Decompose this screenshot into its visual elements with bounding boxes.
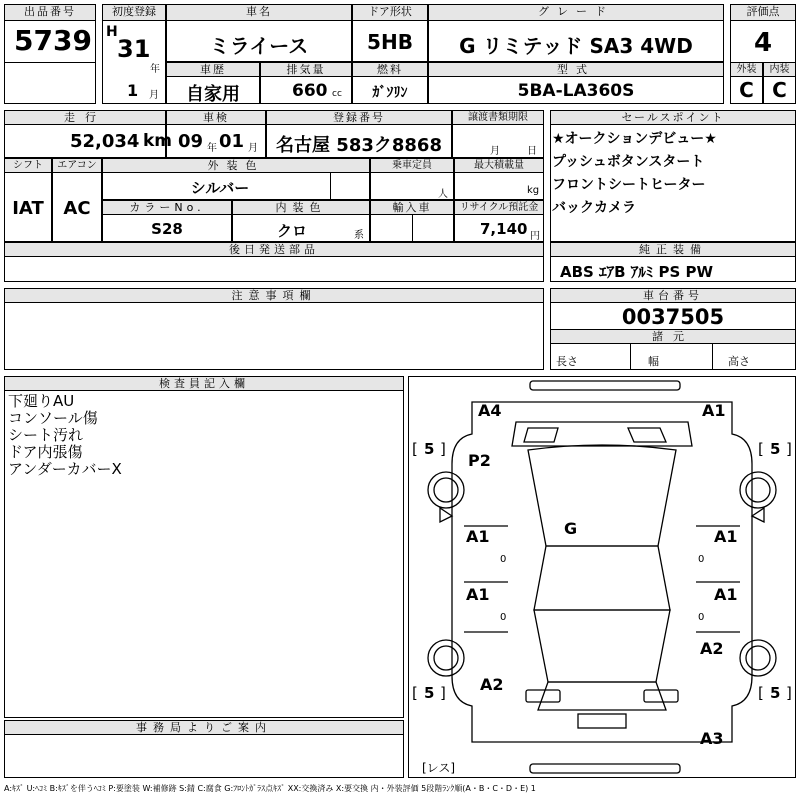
int-grade: C — [772, 78, 787, 102]
inspector-list — [8, 393, 122, 478]
inspector-note: アンダーカバーX — [8, 460, 122, 478]
tire-bracket-fr-open: [ — [758, 440, 764, 458]
ext-grade: C — [739, 78, 754, 102]
plate-label: 登録番号 — [266, 110, 452, 125]
color-no-label: カラーNo. — [102, 200, 232, 215]
lot-label: 出品番号 — [4, 4, 96, 21]
spec-div-2 — [712, 344, 713, 370]
damage-a2-rear-right: A2 — [700, 639, 724, 658]
color: シルバー — [190, 179, 250, 197]
caution-label: 注意事項欄 — [4, 288, 544, 303]
mileage-unit: km — [143, 131, 173, 151]
damage-g-windscreen: G — [564, 519, 578, 538]
plate: 名古屋 583ク8868 — [276, 135, 442, 156]
sales-points-title: セールスポイント — [550, 110, 796, 125]
door-zero-fr: 0 — [698, 554, 705, 565]
color-label: 外装色 — [102, 158, 370, 173]
equipment-text: ABS ｴｱB ｱﾙﾐ PS PW — [560, 263, 714, 281]
door-zero-rr: 0 — [698, 612, 705, 623]
ac: AC — [63, 198, 91, 219]
reg-year: 31 — [117, 35, 151, 63]
sales-point: プッシュボタンスタート — [552, 154, 705, 170]
spare-tire-less: [レス] — [422, 761, 456, 775]
mileage-label: 走行 — [4, 110, 166, 125]
damage-a2-rear-left: A2 — [480, 675, 504, 694]
load-unit: kg — [527, 185, 540, 196]
transfer-month: 月 — [490, 146, 500, 157]
tire-depth-rl: 5 — [424, 684, 435, 702]
tire-bracket-rl-close: ] — [440, 684, 446, 702]
color-no: S28 — [151, 220, 183, 238]
office-label: 事務局よりご案内 — [4, 720, 404, 735]
history: 自家用 — [186, 84, 240, 105]
color-divider — [330, 173, 331, 200]
spec-length: 長さ — [556, 355, 578, 368]
reg-era: H — [106, 24, 118, 40]
shift: IAT — [12, 198, 44, 219]
tire-depth-fl: 5 — [424, 440, 435, 458]
transfer-label: 譲渡書類期限 — [452, 110, 544, 125]
model-label: 型式 — [428, 62, 724, 77]
ext-label: 外装 — [730, 62, 763, 77]
legend: A:ｷｽﾞ U:ﾍｺﾐ B:ｷｽﾞを伴うﾍｺﾐ P:要塗装 W:補修跡 S:錆 C:腐食 G:ﾌﾛﾝﾄｶﾞﾗｽ点ｷｽﾞ XX:交換済み X:要交換 内・外装評価 5段階ﾗﾝｸ順(A・B・C・D・E) 1 — [4, 784, 536, 793]
door-type: 5HB — [367, 30, 413, 54]
car-outline-diagram — [408, 376, 796, 778]
damage-a1-front-right: A1 — [702, 401, 726, 420]
tire-bracket-fl-close: ] — [440, 440, 446, 458]
import-divider — [412, 215, 413, 242]
damage-a3-rear-bumper: A3 — [700, 729, 724, 748]
load-label: 最大積載量 — [454, 158, 544, 173]
int-label: 内装 — [763, 62, 796, 77]
inspection-year: 09 — [178, 131, 204, 152]
tire-bracket-rl-open: [ — [412, 684, 418, 702]
mileage: 52,034 — [70, 131, 140, 152]
inspection-label: 車検 — [166, 110, 266, 125]
import-label: 輸入車 — [370, 200, 454, 215]
inspector-note: 下廻りAU — [8, 392, 75, 410]
damage-a1-rear-left-door: A1 — [466, 585, 490, 604]
history-label: 車歴 — [166, 62, 260, 77]
reg-year-unit: 年 — [150, 64, 160, 75]
shift-label: シフト — [4, 158, 52, 173]
tire-depth-fr: 5 — [770, 440, 781, 458]
inspector-note: シート汚れ — [8, 426, 84, 444]
reg-month-unit: 月 — [149, 90, 159, 101]
damage-a1-front-left-door: A1 — [466, 527, 490, 546]
displacement-unit: cc — [332, 89, 342, 99]
sales-point: フロントシートヒーター — [552, 177, 706, 193]
displacement-label: 排気量 — [260, 62, 352, 77]
spec-label: 諸元 — [550, 329, 796, 344]
equipment-title: 純正装備 — [550, 242, 796, 257]
door-zero-fl: 0 — [500, 554, 507, 565]
grade: G リミテッド SA3 4WD — [459, 34, 693, 58]
reg-month: 1 — [127, 81, 139, 100]
door-zero-rl: 0 — [500, 612, 507, 623]
lot-divider — [4, 62, 96, 63]
spec-width: 幅 — [648, 355, 659, 368]
score: 4 — [753, 28, 773, 58]
recycle: 7,140 — [480, 220, 528, 238]
ac-label: エアコン — [52, 158, 102, 173]
tire-bracket-rr-open: [ — [758, 684, 764, 702]
displacement: 660 — [292, 81, 328, 101]
damage-a1-rear-right-door: A1 — [714, 585, 738, 604]
damage-a4-front-left: A4 — [478, 401, 502, 420]
score-label: 評価点 — [730, 4, 796, 21]
tire-bracket-fl-open: [ — [412, 440, 418, 458]
grade-label: グレード — [428, 4, 724, 21]
later-parts-label: 後日発送部品 — [4, 242, 544, 257]
damage-a1-front-right-door: A1 — [714, 527, 738, 546]
capacity-unit: 人 — [438, 189, 448, 200]
tire-bracket-rr-close: ] — [786, 684, 792, 702]
model: 5BA-LA360S — [517, 81, 635, 101]
car-name: ミライース — [209, 34, 309, 58]
inspector-title: 検査員記入欄 — [4, 376, 404, 391]
inspection-month: 01 — [219, 131, 245, 152]
inspection-month-unit: 月 — [248, 143, 258, 154]
tire-depth-rr: 5 — [770, 684, 781, 702]
lot-number: 5739 — [14, 24, 92, 57]
recycle-label: リサイクル預託金 — [454, 200, 544, 215]
spec-height: 高さ — [728, 355, 750, 368]
chassis-title: 車台番号 — [550, 288, 796, 303]
inspection-year-unit: 年 — [207, 143, 217, 154]
int-color-label: 内装色 — [232, 200, 370, 215]
tire-bracket-fr-close: ] — [786, 440, 792, 458]
chassis-number: 0037505 — [621, 305, 725, 329]
transfer-day: 日 — [527, 146, 537, 157]
damage-p2: P2 — [468, 451, 491, 470]
door-label: ドア形状 — [352, 4, 428, 21]
reg-label: 初度登録 — [102, 4, 166, 21]
recycle-unit: 円 — [530, 231, 540, 242]
inspector-note: ドア内張傷 — [8, 443, 83, 461]
int-color-unit: 系 — [354, 230, 364, 241]
sales-point: ★オークションデビュー★ — [552, 131, 717, 147]
car-name-label: 車名 — [166, 4, 352, 21]
int-color: クロ — [276, 222, 307, 240]
sales-point: バックカメラ — [552, 200, 636, 216]
sales-points-list — [552, 128, 792, 220]
fuel: ｶﾞｿﾘﾝ — [372, 85, 408, 101]
spec-div-1 — [630, 344, 631, 370]
inspector-note: コンソール傷 — [8, 409, 98, 427]
fuel-label: 燃料 — [352, 62, 428, 77]
capacity-label: 乗車定員 — [370, 158, 454, 173]
